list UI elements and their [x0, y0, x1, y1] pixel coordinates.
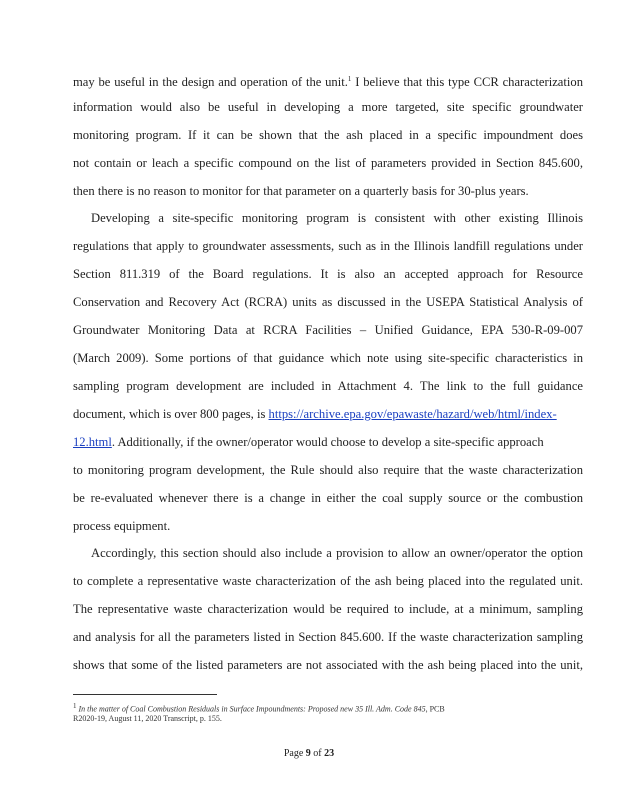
- body-line: Conservation and Recovery Act (RCRA) units as discussed in the USEPA Statistical Analysis of: [73, 295, 583, 309]
- body-line: sampling program development are included in Attachment 4. The link to the full guidance: [73, 379, 583, 393]
- body-line: Groundwater Monitoring Data at RCRA Facilities – Unified Guidance, EPA 530-R-09-007: [73, 323, 583, 337]
- body-line: to monitoring program development, the Rule should also require that the waste characterization: [73, 463, 583, 477]
- body-line: to complete a representative waste characterization of the ash being placed into the regulated unit.: [73, 574, 583, 588]
- body-line: 12.html. Additionally, if the owner/operator would choose to develop a site-specific approach: [73, 435, 544, 449]
- body-line: Developing a site-specific monitoring program is consistent with other existing Illinois: [91, 211, 583, 225]
- footnote-case-title: In the matter of Coal Combustion Residuals in Surface Impoundments: Proposed new 35 Ill. Adm. Code 845: [78, 704, 426, 714]
- body-line: be re-evaluated whenever there is a change in either the coal supply source or the combustion: [73, 491, 583, 505]
- body-line: and analysis for all the parameters listed in Section 845.600. If the waste characterization sampling: [73, 630, 583, 644]
- guidance-link-continued[interactable]: 12.html: [73, 435, 112, 449]
- body-line: regulations that apply to groundwater assessments, such as in the Illinois landfill regulations under: [73, 239, 583, 253]
- body-line: not contain or leach a specific compound on the list of parameters provided in Section 845.600,: [73, 156, 583, 170]
- body-line: Accordingly, this section should also include a provision to allow an owner/operator the option: [91, 546, 583, 560]
- footnote-divider: [73, 694, 217, 695]
- body-line: process equipment.: [73, 519, 171, 533]
- body-line: information would also be useful in developing a more targeted, site specific groundwater: [73, 100, 583, 114]
- body-line: (March 2009). Some portions of that guidance which note using site-specific characteristics in: [73, 351, 583, 365]
- guidance-link[interactable]: https://archive.epa.gov/epawaste/hazard/web/html/index-: [268, 407, 557, 421]
- body-line: then there is no reason to monitor for that parameter on a quarterly basis for 30-plus years.: [73, 184, 529, 198]
- footnote: 1 In the matter of Coal Combustion Residuals in Surface Impoundments: Proposed new 35 Ill. Adm. Code 845, PCB: [73, 702, 445, 714]
- footnote-continued: R2020-19, August 11, 2020 Transcript, p. 155.: [73, 714, 222, 723]
- body-line: may be useful in the design and operation of the unit.$^1$ I believe that this type CCR characterization: [73, 75, 583, 90]
- footnote-ref[interactable]: 1: [347, 75, 352, 83]
- footnote-marker: 1: [73, 702, 77, 710]
- page-number: Page 9 of 23: [283, 748, 335, 759]
- body-line: monitoring program. If it can be shown that the ash placed in a specific impoundment does: [73, 128, 583, 142]
- body-line: Section 811.319 of the Board regulations. It is also an accepted approach for Resource: [73, 267, 583, 281]
- body-line: document, which is over 800 pages, is https://archive.epa.gov/epawaste/hazard/web/html/index-: [73, 407, 557, 421]
- body-line: The representative waste characterization would be required to include, at a minimum, sampling: [73, 602, 583, 616]
- body-line: shows that some of the listed parameters are not associated with the ash being placed into the unit,: [73, 658, 583, 672]
